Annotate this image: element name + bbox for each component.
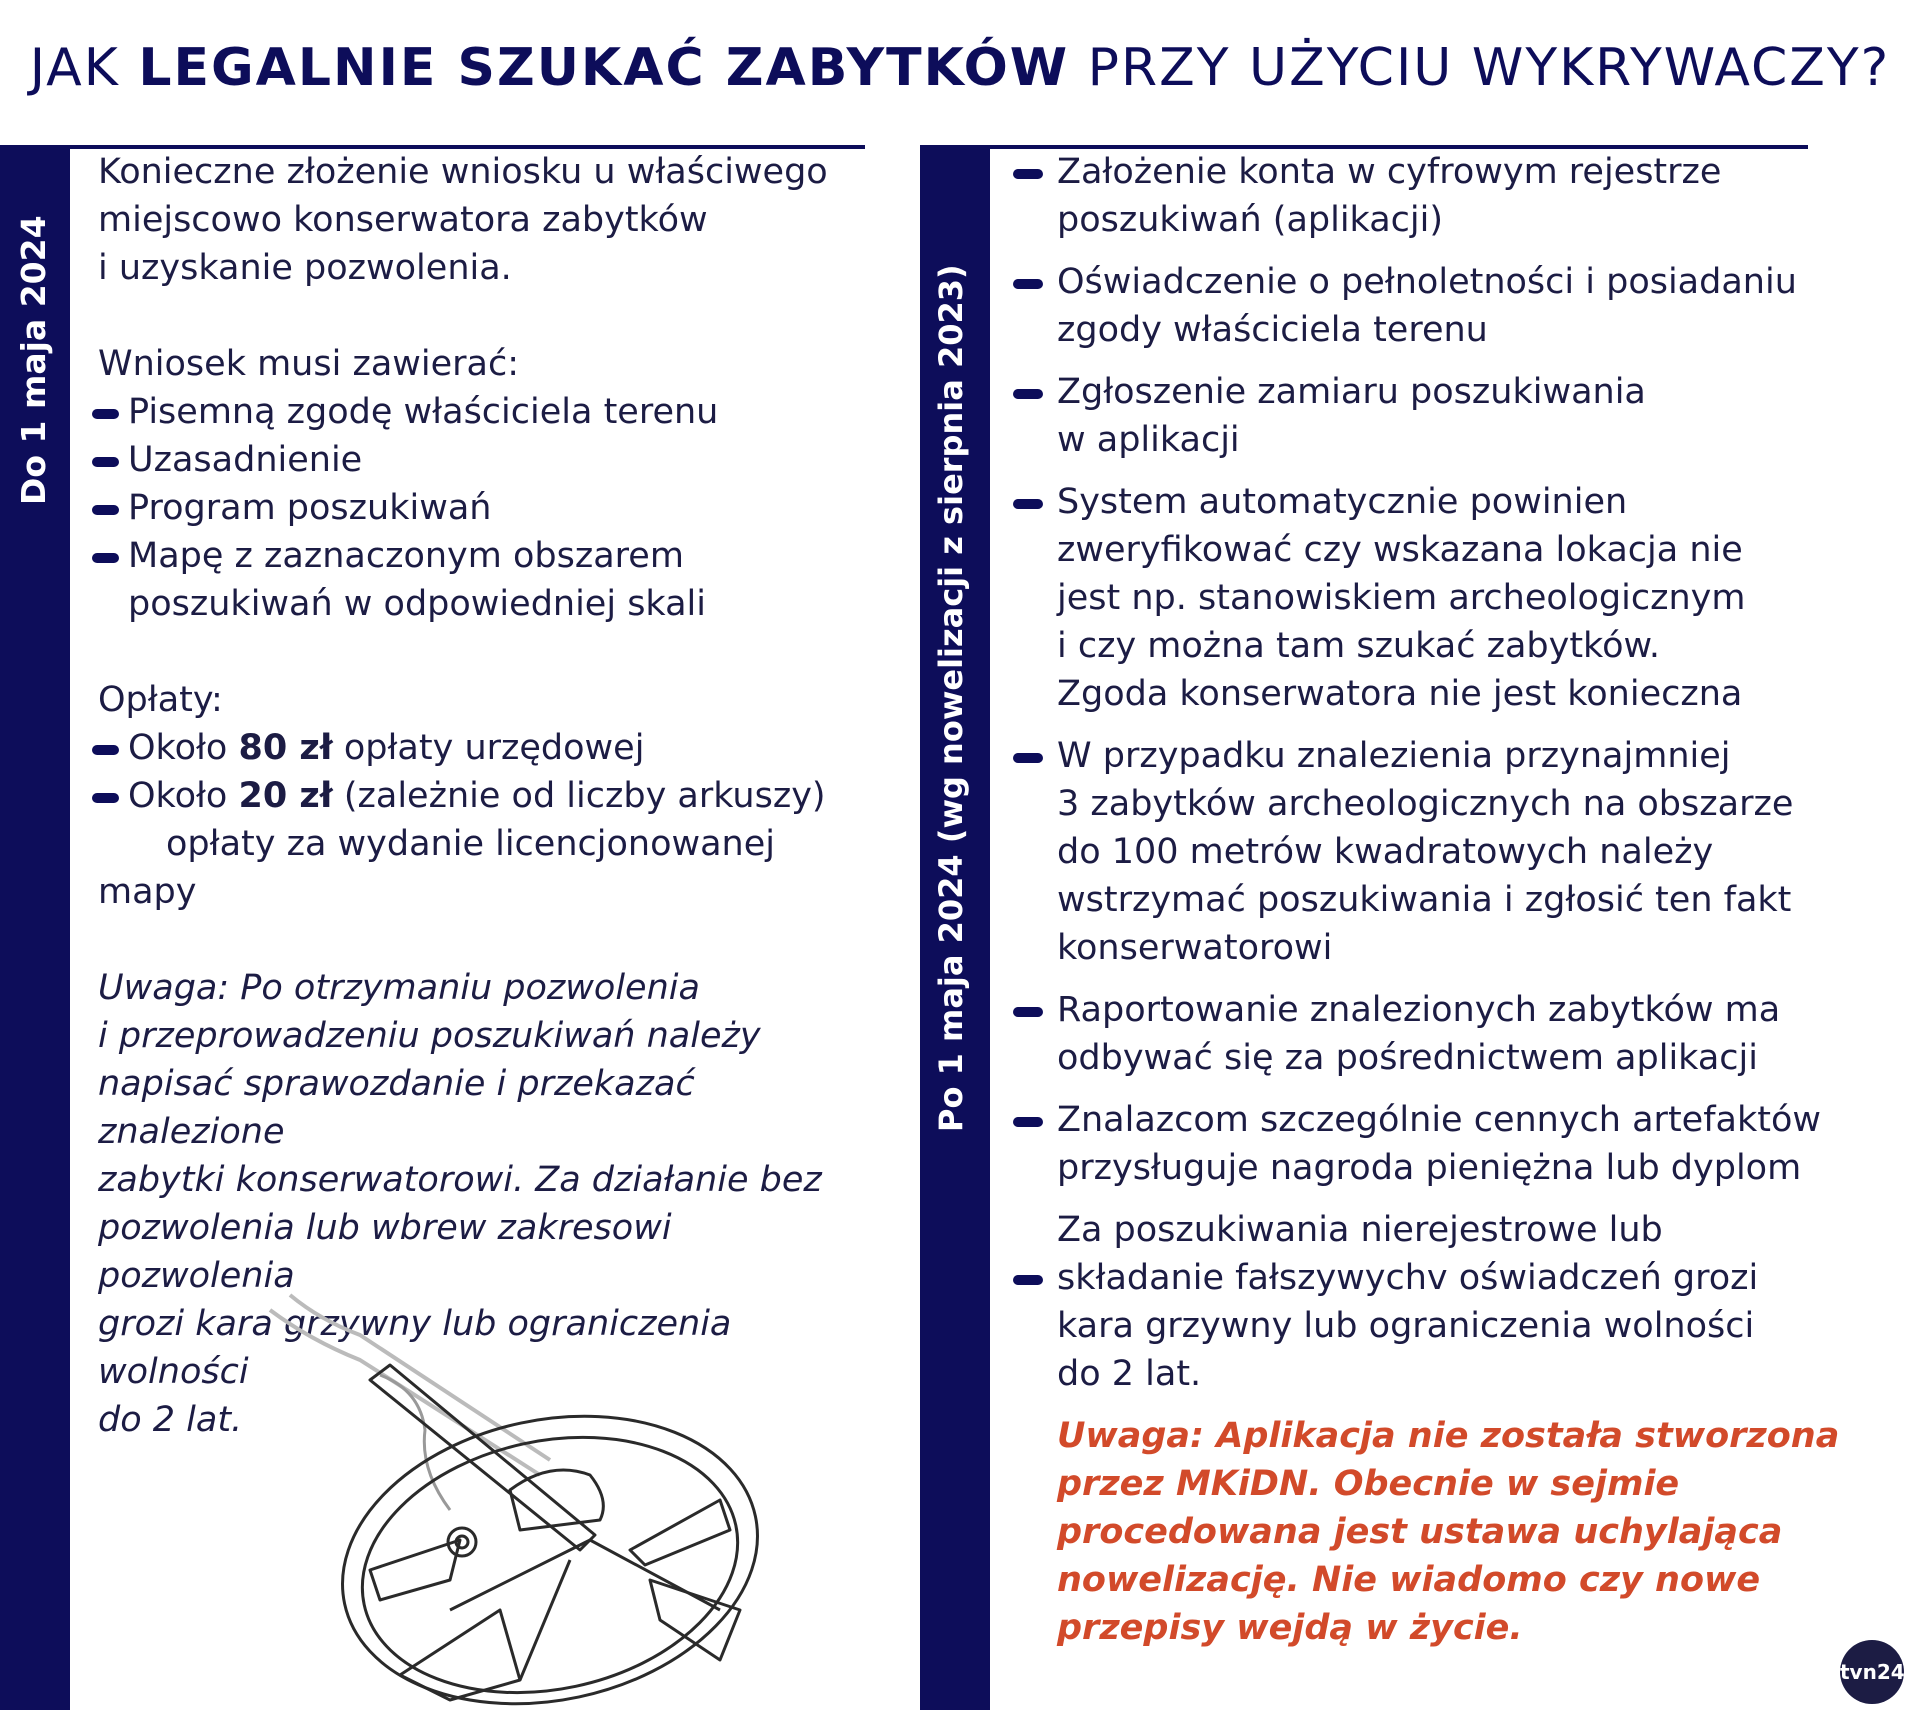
list-item: Około 80 zł opłaty urzędowej <box>92 724 878 772</box>
dash-icon <box>1013 169 1043 179</box>
dash-icon <box>92 409 119 419</box>
dash-icon <box>92 793 119 803</box>
dash-icon <box>1013 1275 1043 1285</box>
page-title: JAK LEGALNIE SZUKAĆ ZABYTKÓW PRZY UŻYCIU WYKRYWACZY? <box>29 38 1891 98</box>
tvn24-logo: tvn24 <box>1840 1640 1904 1704</box>
left-note: Uwaga: Po otrzymaniu pozwolenia i przeprowadzeniu poszukiwań należy napisać sprawozdanie i przekazać znalezione zabytki konserwatorowi. Za działanie bez pozwolenia lub wbrew zakresowi pozwolenia grozi kara grzywny lub ograniczenia wolności do 2 lat. <box>98 968 822 1440</box>
right-band <box>920 147 990 1710</box>
intro-line: miejscowo konserwatora zabytków <box>98 200 708 240</box>
left-band <box>0 147 70 1710</box>
left-band-label: Do 1 maja 2024 <box>14 215 53 505</box>
dash-icon <box>1013 753 1043 763</box>
list-item: Znalazcom szczególnie cennych artefaktów przysługuje nagroda pieniężna lub dyplom <box>1013 1096 1893 1192</box>
list-item: Zgłoszenie zamiaru poszukiwania w aplikacji <box>1013 368 1893 464</box>
list-item: Za poszukiwania nierejestrowe lub składanie fałszywychv oświadczeń grozi kara grzywny lub ograniczenia wolności do 2 lat. <box>1013 1206 1893 1398</box>
left-column <box>98 148 878 1444</box>
list-item: Oświadczenie o pełnoletności i posiadaniu zgody właściciela terenu <box>1013 258 1893 354</box>
fee-continuation: mapy <box>98 872 197 912</box>
list-item: Około 20 zł (zależnie od liczby arkuszy) <box>92 772 878 820</box>
list-item: System automatycznie powinien zweryfikować czy wskazana lokacja nie jest np. stanowiskiem archeologicznym i czy można tam szukać zabytków. Zgoda konserwatora nie jest konieczna <box>1013 478 1893 718</box>
right-band-label: Po 1 maja 2024 (wg nowelizacji z sierpnia 2023) <box>932 264 970 1132</box>
metal-detector-illustration <box>250 1280 900 1710</box>
fees-heading: Opłaty: <box>98 680 223 720</box>
dash-icon <box>1013 1007 1043 1017</box>
must-contain-heading: Wniosek musi zawierać: <box>98 344 520 384</box>
dash-icon <box>1013 389 1043 399</box>
list-item: Uzasadnienie <box>92 436 878 484</box>
dash-icon <box>92 457 119 467</box>
list-item: Program poszukiwań <box>92 484 878 532</box>
list-item: Raportowanie znalezionych zabytków ma odbywać się za pośrednictwem aplikacji <box>1013 986 1893 1082</box>
dash-icon <box>1013 499 1043 509</box>
intro-line: Konieczne złożenie wniosku u właściwego <box>98 152 828 192</box>
dash-icon <box>1013 1117 1043 1127</box>
intro-line: i uzyskanie pozwolenia. <box>98 248 512 288</box>
dash-icon <box>92 745 119 755</box>
dash-icon <box>92 505 119 515</box>
list-item: Pisemną zgodę właściciela terenu <box>92 388 878 436</box>
warning-note: Uwaga: Aplikacja nie została stworzona przez MKiDN. Obecnie w sejmie procedowana jest ustawa uchylająca nowelizację. Nie wiadomo czy nowe przepisy wejdą w życie. <box>1057 1416 1840 1648</box>
list-item: Mapę z zaznaczonym obszarem poszukiwań w odpowiedniej skali <box>92 532 878 628</box>
dash-icon <box>1013 279 1043 289</box>
list-item: W przypadku znalezienia przynajmniej 3 zabytków archeologicznych na obszarze do 100 metrów kwadratowych należy wstrzymać poszukiwania i zgłosić ten fakt konserwatorowi <box>1013 732 1893 972</box>
dash-icon <box>92 553 119 563</box>
fee-continuation: opłaty za wydanie licencjonowanej <box>166 824 775 864</box>
right-column <box>1013 148 1893 1652</box>
list-item: Założenie konta w cyfrowym rejestrze poszukiwań (aplikacji) <box>1013 148 1893 244</box>
